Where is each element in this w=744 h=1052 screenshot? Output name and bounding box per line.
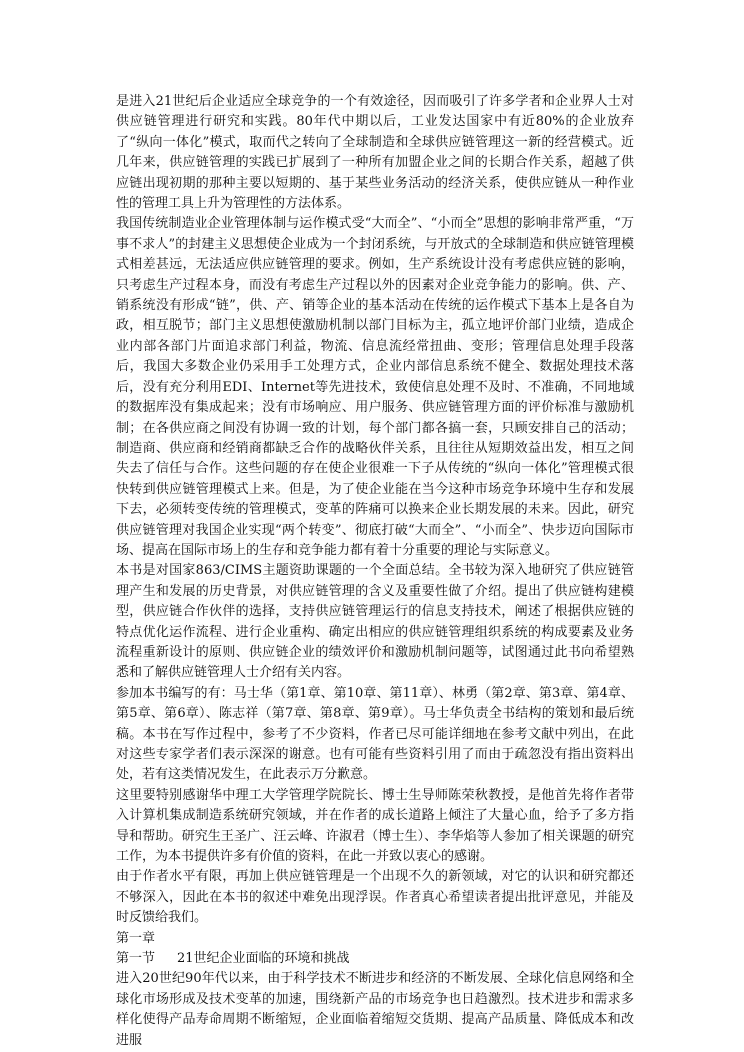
body-paragraph: 这里要特别感谢华中理工大学管理学院院长、博士生导师陈荣秋教授，是他首先将作者带入计算机集成制造系统研究领域，并在作者的成长道路上倾注了大量心血，给予了多方指导和帮助。研究生王圣广、汪云峰、许淑君（博士生）、李华焰等人参加了相关课题的研究工作，为本书提供许多有价值的资料，在此一并致以衷心的感谢。 — [116, 787, 634, 865]
body-paragraph: 参加本书编写的有：马士华（第1章、第10章、第11章）、林勇（第2章、第3章、第4章、第5章、第6章）、陈志祥（第7章、第8章、第9章）。马士华负责全书结构的策划和最后统稿。本书在写作过程中，参考了不少资料，作者已尽可能详细地在参考文献中列出，在此对这些专家学者们表示深深的谢意。也有可能有些资料引用了而由于疏忽没有指出资料出处，若有这类情况发生，在此表示万分歉意。 — [116, 685, 634, 783]
section-number: 第一节 — [116, 951, 156, 967]
body-paragraph: 本书是对国家863/CIMS主题资助课题的一个全面总结。全书较为深入地研究了供应链管理产生和发展的历史背景，对供应链管理的含义及重要性做了介绍。提出了供应链构建模型，供应链合作伙伴的选择，支持供应链管理运行的信息支持技术，阐述了根据供应链的特点优化运作流程、进行企业重构、确定出相应的供应链管理组织系统的构成要素及业务流程重新设计的原则、供应链企业的绩效评价和激励机制问题等，试图通过此书向希望熟悉和了解供应链管理人士介绍有关内容。 — [116, 563, 634, 681]
section-title: 21世纪企业面临的环境和挑战 — [177, 951, 350, 967]
section-heading — [116, 949, 634, 969]
body-paragraph: 进入20世纪90年代以来，由于科学技术不断进步和经济的不断发展、全球化信息网络和全球化市场形成及技术变革的加速，围绕新产品的市场竞争也日趋激烈。技术进步和需求多样化使得产品寿命周期不断缩短，企业面临着缩短交货期、提高产品质量、降低成本和改进服 — [116, 971, 634, 1048]
document-body — [116, 92, 634, 1051]
chapter-title: 第一章 — [116, 930, 156, 946]
body-paragraph: 由于作者水平有限，再加上供应链管理是一个出现不久的新领域，对它的认识和研究都还不够深入，因此在本书的叙述中难免出现浮误。作者真心希望读者提出批评意见，并能及时反馈给我们。 — [116, 869, 634, 926]
body-paragraph: 是进入21世纪后企业适应全球竞争的一个有效途径，因而吸引了许多学者和企业界人士对供应链管理进行研究和实践。80年代中期以后，工业发达国家中有近80%的企业放弃了“纵向一体化”模式，取而代之转向了全球制造和全球供应链管理这一新的经营模式。近几年来，供应链管理的实践已扩展到了一种所有加盟企业之间的长期合作关系，超越了供应链出现初期的那种主要以短期的、基于某些业务活动的经济关系，使供应链从一种作业性的管理工具上升为管理性的方法体系。 — [116, 94, 634, 212]
body-paragraph: 我国传统制造业企业管理体制与运作模式受“大而全”、“小而全”思想的影响非常严重，“万事不求人”的封建主义思想使企业成为一个封闭系统，与开放式的全球制造和供应链管理模式相差甚远，无法适应供应链管理的要求。例如，生产系统设计没有考虑供应链的影响，只考虑生产过程本身，而没有考虑生产过程以外的因素对企业竞争能力的影响。供、产、销系统没有形成“链”，供、产、销等企业的基本活动在传统的运作模式下基本上是各自为政，相互脱节；部门主义思想使激励机制以部门目标为主，孤立地评价部门业绩，造成企业内部各部门片面追求部门利益，物流、信息流经常扭曲、变形；管理信息处理手段落后，我国大多数企业仍采用手工处理方式，企业内部信息系统不健全、数据处理技术落后，没有充分利用EDI、Internet等先进技术，致使信息处理不及时、不准确，不同地域的数据库没有集成起来；没有市场响应、用户服务、供应链管理方面的评价标准与激励机制；在各供应商之间没有协调一致的计划，每个部门都各搞一套，只顾安排自己的活动；制造商、供应商和经销商都缺乏合作的战略伙伴关系，且往往从短期效益出发，相互之间失去了信任与合作。这些问题的存在使企业很难一下子从传统的“纵向一体化”管理模式很快转到供应链管理模式上来。但是，为了使企业能在当今这种市场竞争环境中生存和发展下去，必须转变传统的管理模式，变革的阵痛可以换来企业长期发展的未来。因此，研究供应链管理对我国企业实现“两个转变”、彻底打破“大而全”、“小而全”、快步迈向国际市场、提高在国际市场上的生存和竞争能力都有着十分重要的理论与实际意义。 — [116, 216, 634, 558]
